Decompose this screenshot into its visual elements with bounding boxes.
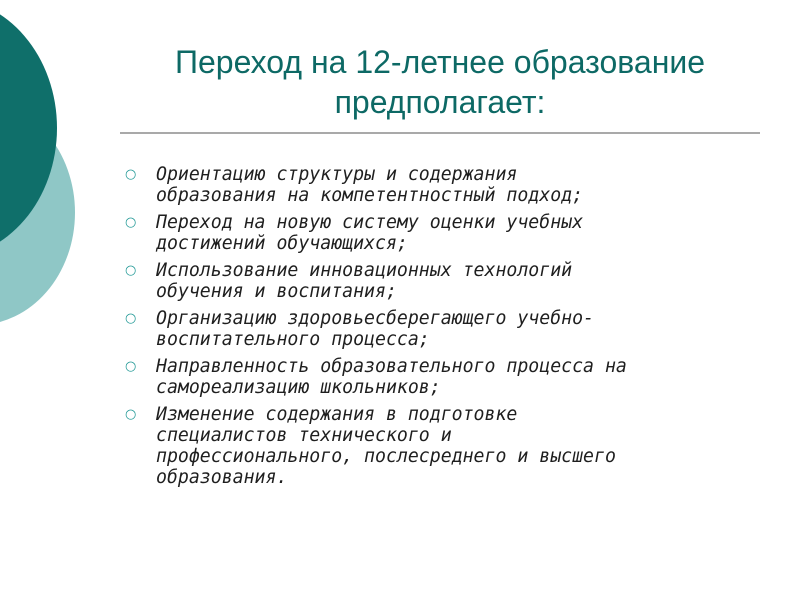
bullet-text-line: профессионального, послесреднего и высшего <box>156 446 616 467</box>
bullet-item <box>120 404 760 488</box>
bullet-text-line: достижений обучающихся; <box>156 233 408 254</box>
bullet-text-line: обучения и воспитания; <box>156 281 397 302</box>
hollow-circle-bullet-icon: ○ <box>125 263 137 278</box>
bullet-item <box>120 164 760 206</box>
bullet-text-line: образования на компетентностный подход; <box>156 185 584 206</box>
hollow-circle-bullet-icon: ○ <box>125 311 137 326</box>
bullet-text-line: Переход на новую систему оценки учебных <box>156 212 584 233</box>
bullet-item <box>120 308 760 350</box>
bullet-text-line: специалистов технического и <box>156 425 452 446</box>
bullet-item <box>120 212 760 254</box>
bullet-item <box>120 260 760 302</box>
slide-title-line-2: предполагает: <box>334 84 546 120</box>
hollow-circle-bullet-icon: ○ <box>125 215 137 230</box>
bullet-item <box>120 356 760 398</box>
hollow-circle-bullet-icon: ○ <box>125 359 137 374</box>
bullet-text-line: Направленность образовательного процесса на <box>156 356 627 377</box>
bullet-text-line: Организацию здоровьесберегающего учебно- <box>156 308 594 329</box>
bullet-text-line: Изменение содержания в подготовке <box>156 404 518 425</box>
bullet-text-line: образования. <box>156 467 288 488</box>
hollow-circle-bullet-icon: ○ <box>125 167 137 182</box>
slide-title <box>140 42 740 122</box>
slide-title-line-1: Переход на 12-летнее образование <box>174 44 706 80</box>
bullet-list <box>120 164 760 494</box>
bullet-text-line: воспитательного процесса; <box>156 329 430 350</box>
hollow-circle-bullet-icon: ○ <box>125 407 137 422</box>
bullet-text-line: самореализацию школьников; <box>156 377 441 398</box>
bullet-text-line: Ориентацию структуры и содержания <box>156 164 518 185</box>
bullet-text-line: Использование инновационных технологий <box>156 260 573 281</box>
title-divider <box>120 132 760 134</box>
